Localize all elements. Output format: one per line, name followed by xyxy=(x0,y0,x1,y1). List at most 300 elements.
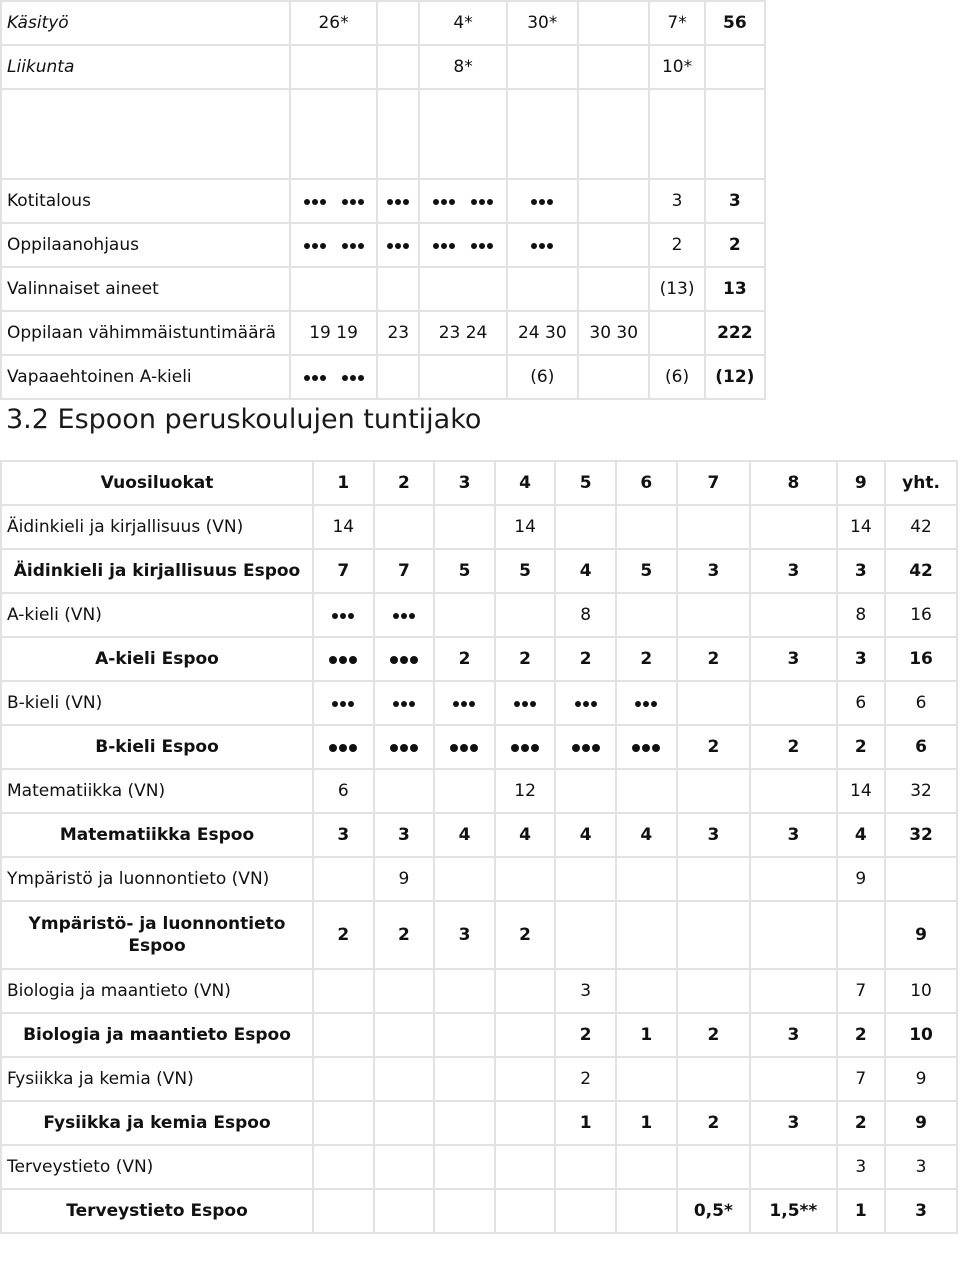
grade-cell xyxy=(374,1189,435,1233)
grade-cell: 3 xyxy=(750,1101,836,1145)
table-row xyxy=(1,725,957,769)
table-row xyxy=(1,223,765,267)
row-label: Valinnaiset aineet xyxy=(1,267,290,311)
grade-cell: 3 xyxy=(434,901,495,969)
table-cell xyxy=(377,267,419,311)
grade-cell xyxy=(434,857,495,901)
total-cell: 9 xyxy=(885,1101,957,1145)
table-cell: 26* xyxy=(290,1,377,45)
subject-label: B-kieli Espoo xyxy=(1,725,313,769)
grade-cell xyxy=(374,969,435,1013)
dot-group-icon xyxy=(510,738,540,756)
grade-cell: 4 xyxy=(495,813,556,857)
subject-label: Ympäristö ja luonnontieto (VN) xyxy=(1,857,313,901)
dot-group-icon xyxy=(513,694,537,712)
grade-cell: 5 xyxy=(616,549,677,593)
dot-group-icon xyxy=(574,694,598,712)
dot-group-icon xyxy=(432,236,456,254)
total-cell: 10 xyxy=(885,1013,957,1057)
table-row xyxy=(1,1057,957,1101)
table-cell xyxy=(578,89,649,179)
grade-cell xyxy=(495,1057,556,1101)
grade-cell: 2 xyxy=(555,1013,616,1057)
table-cell: 19 19 xyxy=(290,311,377,355)
total-cell xyxy=(885,857,957,901)
total-cell: 6 xyxy=(885,681,957,725)
grade-cell: 3 xyxy=(837,637,886,681)
grade-cell: 4 xyxy=(555,813,616,857)
grade-cell xyxy=(555,1189,616,1233)
grade-cell xyxy=(616,1145,677,1189)
table-cell: 2 xyxy=(649,223,704,267)
subject-label: B-kieli (VN) xyxy=(1,681,313,725)
grade-cell: 12 xyxy=(495,769,556,813)
table-cell xyxy=(377,89,419,179)
grade-header: 4 xyxy=(495,461,556,505)
grade-cell xyxy=(750,505,836,549)
section-title: 3.2 Espoon peruskoulujen tuntijako xyxy=(6,404,482,435)
grade-cell xyxy=(434,1101,495,1145)
table-cell xyxy=(578,267,649,311)
grade-cell xyxy=(677,769,751,813)
total-cell xyxy=(705,45,765,89)
subject-label: Terveystieto Espoo xyxy=(1,1189,313,1233)
grade-header: 8 xyxy=(750,461,836,505)
grade-cell xyxy=(434,681,495,725)
grade-cell: 2 xyxy=(677,637,751,681)
grade-cell xyxy=(750,857,836,901)
total-cell: 32 xyxy=(885,769,957,813)
table-cell: 10* xyxy=(649,45,704,89)
grade-cell xyxy=(495,969,556,1013)
grade-cell xyxy=(677,593,751,637)
grade-cell xyxy=(677,969,751,1013)
grade-cell xyxy=(495,681,556,725)
grade-header: 2 xyxy=(374,461,435,505)
table-cell xyxy=(578,355,649,399)
grade-cell xyxy=(616,769,677,813)
total-cell: 222 xyxy=(705,311,765,355)
total-cell: 32 xyxy=(885,813,957,857)
table-row xyxy=(1,355,765,399)
table-cell: (6) xyxy=(649,355,704,399)
row-label: Kotitalous xyxy=(1,179,290,223)
table-row xyxy=(1,1145,957,1189)
subject-label: A-kieli (VN) xyxy=(1,593,313,637)
grade-cell xyxy=(313,1189,374,1233)
grade-cell: 1,5** xyxy=(750,1189,836,1233)
grade-cell: 2 xyxy=(374,901,435,969)
grade-cell xyxy=(434,725,495,769)
grade-cell: 3 xyxy=(677,549,751,593)
grade-cell xyxy=(374,1145,435,1189)
grade-header: 5 xyxy=(555,461,616,505)
grade-cell xyxy=(434,593,495,637)
grade-cell: 8 xyxy=(555,593,616,637)
dot-group-icon xyxy=(303,236,327,254)
subject-label: Matematiikka (VN) xyxy=(1,769,313,813)
table-cell xyxy=(419,179,506,223)
grade-cell xyxy=(495,1013,556,1057)
total-cell: 3 xyxy=(885,1189,957,1233)
table-cell xyxy=(649,89,704,179)
dot-group-icon xyxy=(389,738,419,756)
table-row xyxy=(1,45,765,89)
grade-cell: 14 xyxy=(837,505,886,549)
grade-cell: 2 xyxy=(750,725,836,769)
total-cell: 42 xyxy=(885,505,957,549)
total-cell: 42 xyxy=(885,549,957,593)
table-cell xyxy=(377,1,419,45)
grade-cell xyxy=(616,505,677,549)
table-cell: 30 30 xyxy=(578,311,649,355)
dot-group-icon xyxy=(452,694,476,712)
grade-cell xyxy=(495,1189,556,1233)
grade-cell xyxy=(313,681,374,725)
table-row xyxy=(1,505,957,549)
table-cell xyxy=(578,1,649,45)
grade-cell: 2 xyxy=(495,901,556,969)
grade-cell xyxy=(495,1101,556,1145)
table-cell xyxy=(419,89,506,179)
dot-group-icon xyxy=(386,192,410,210)
table-cell xyxy=(290,89,377,179)
grade-cell: 5 xyxy=(434,549,495,593)
grade-cell: 2 xyxy=(677,1101,751,1145)
grade-cell: 4 xyxy=(555,549,616,593)
grade-cell xyxy=(555,725,616,769)
grade-cell: 9 xyxy=(837,857,886,901)
table-cell xyxy=(419,267,506,311)
total-cell xyxy=(705,89,765,179)
subject-label: Biologia ja maantieto (VN) xyxy=(1,969,313,1013)
table-cell xyxy=(290,179,377,223)
grade-cell xyxy=(750,901,836,969)
row-label: Vapaaehtoinen A-kieli xyxy=(1,355,290,399)
grade-cell xyxy=(374,769,435,813)
table-row xyxy=(1,969,957,1013)
grade-cell: 2 xyxy=(837,1013,886,1057)
row-label xyxy=(1,89,290,179)
grade-cell: 2 xyxy=(837,1101,886,1145)
grade-cell xyxy=(434,1145,495,1189)
dot-group-icon xyxy=(303,368,327,386)
table-row xyxy=(1,179,765,223)
subject-label: Fysiikka ja kemia Espoo xyxy=(1,1101,313,1145)
dot-group-icon xyxy=(530,236,554,254)
table-cell xyxy=(419,355,506,399)
table-cell xyxy=(578,45,649,89)
total-cell: 9 xyxy=(885,1057,957,1101)
grade-cell: 3 xyxy=(837,549,886,593)
grade-cell xyxy=(434,1013,495,1057)
dot-group-icon xyxy=(530,192,554,210)
table-row xyxy=(1,637,957,681)
grade-cell: 3 xyxy=(555,969,616,1013)
grade-cell: 6 xyxy=(313,769,374,813)
dot-group-icon xyxy=(341,368,365,386)
table-cell xyxy=(290,223,377,267)
dot-group-icon xyxy=(470,192,494,210)
table-cell xyxy=(377,355,419,399)
table-cell: 23 xyxy=(377,311,419,355)
grade-cell xyxy=(677,681,751,725)
row-label: Oppilaanohjaus xyxy=(1,223,290,267)
grade-cell: 2 xyxy=(616,637,677,681)
grade-cell: 2 xyxy=(555,637,616,681)
total-cell: 2 xyxy=(705,223,765,267)
grade-cell: 2 xyxy=(677,1013,751,1057)
grade-cell xyxy=(555,1145,616,1189)
header-label: Vuosiluokat xyxy=(1,461,313,505)
table-cell xyxy=(507,45,578,89)
total-cell: 16 xyxy=(885,637,957,681)
grade-cell: 7 xyxy=(374,549,435,593)
grade-cell xyxy=(374,1101,435,1145)
grade-cell xyxy=(750,969,836,1013)
grade-cell xyxy=(313,1145,374,1189)
grade-cell: 3 xyxy=(750,1013,836,1057)
header-row xyxy=(1,461,957,505)
dot-group-icon xyxy=(571,738,601,756)
total-cell: 13 xyxy=(705,267,765,311)
grade-cell xyxy=(750,1057,836,1101)
grade-cell: 1 xyxy=(555,1101,616,1145)
dot-group-icon xyxy=(389,650,419,668)
grade-cell: 2 xyxy=(555,1057,616,1101)
table-cell: (6) xyxy=(507,355,578,399)
grade-cell: 4 xyxy=(616,813,677,857)
table-cell: 23 24 xyxy=(419,311,506,355)
grade-cell xyxy=(616,681,677,725)
dot-group-icon xyxy=(328,650,358,668)
table-row xyxy=(1,1101,957,1145)
grade-cell: 6 xyxy=(837,681,886,725)
subject-label: Fysiikka ja kemia (VN) xyxy=(1,1057,313,1101)
table-cell: (13) xyxy=(649,267,704,311)
row-label: Liikunta xyxy=(1,45,290,89)
dot-group-icon xyxy=(631,738,661,756)
table-cell xyxy=(377,223,419,267)
grade-cell: 14 xyxy=(495,505,556,549)
grade-cell xyxy=(677,1057,751,1101)
grade-cell: 14 xyxy=(313,505,374,549)
grade-cell xyxy=(313,1013,374,1057)
grade-cell: 8 xyxy=(837,593,886,637)
total-cell: (12) xyxy=(705,355,765,399)
table-row xyxy=(1,857,957,901)
subject-label: Ympäristö- ja luonnontieto Espoo xyxy=(1,901,313,969)
row-label: Käsityö xyxy=(1,1,290,45)
grade-cell: 2 xyxy=(677,725,751,769)
grade-cell xyxy=(677,857,751,901)
grade-cell: 3 xyxy=(313,813,374,857)
dot-group-icon xyxy=(386,236,410,254)
top-table xyxy=(0,0,766,400)
grade-cell: 4 xyxy=(837,813,886,857)
grade-header: 1 xyxy=(313,461,374,505)
table-cell xyxy=(507,179,578,223)
grade-cell xyxy=(313,1057,374,1101)
grade-cell xyxy=(495,725,556,769)
table-cell xyxy=(507,267,578,311)
grade-header: 3 xyxy=(434,461,495,505)
table-row xyxy=(1,1013,957,1057)
grade-cell xyxy=(374,1013,435,1057)
grade-cell xyxy=(374,681,435,725)
total-cell: 56 xyxy=(705,1,765,45)
table-row xyxy=(1,813,957,857)
table-cell xyxy=(507,223,578,267)
table-row xyxy=(1,901,957,969)
grade-cell xyxy=(555,857,616,901)
grade-cell: 3 xyxy=(374,813,435,857)
total-cell: 16 xyxy=(885,593,957,637)
table-cell: 8* xyxy=(419,45,506,89)
grade-cell xyxy=(616,901,677,969)
grade-cell xyxy=(616,857,677,901)
grade-cell xyxy=(616,1189,677,1233)
grade-cell xyxy=(434,1057,495,1101)
table-row xyxy=(1,593,957,637)
total-cell: 6 xyxy=(885,725,957,769)
table-cell: 4* xyxy=(419,1,506,45)
dot-group-icon xyxy=(341,236,365,254)
grade-cell xyxy=(434,969,495,1013)
total-cell: 10 xyxy=(885,969,957,1013)
table-row xyxy=(1,769,957,813)
grade-cell: 3 xyxy=(677,813,751,857)
table-row xyxy=(1,681,957,725)
total-cell: 3 xyxy=(705,179,765,223)
table-cell xyxy=(507,89,578,179)
grade-cell: 3 xyxy=(750,549,836,593)
grade-cell xyxy=(313,725,374,769)
dot-group-icon xyxy=(303,192,327,210)
table-row xyxy=(1,311,765,355)
dot-group-icon xyxy=(331,606,355,624)
dot-group-icon xyxy=(331,694,355,712)
subject-label: Biologia ja maantieto Espoo xyxy=(1,1013,313,1057)
grade-cell xyxy=(555,769,616,813)
grade-cell: 2 xyxy=(495,637,556,681)
table-cell xyxy=(578,223,649,267)
grade-cell xyxy=(374,637,435,681)
table-cell xyxy=(578,179,649,223)
total-cell: 9 xyxy=(885,901,957,969)
dot-group-icon xyxy=(449,738,479,756)
grade-cell xyxy=(616,969,677,1013)
grade-cell: 14 xyxy=(837,769,886,813)
subject-label: A-kieli Espoo xyxy=(1,637,313,681)
grade-cell xyxy=(374,505,435,549)
grade-cell xyxy=(374,1057,435,1101)
grade-cell xyxy=(677,901,751,969)
grade-cell xyxy=(750,1145,836,1189)
grade-cell xyxy=(555,505,616,549)
grade-cell xyxy=(677,1145,751,1189)
grade-cell xyxy=(434,505,495,549)
dot-group-icon xyxy=(634,694,658,712)
table-cell: 24 30 xyxy=(507,311,578,355)
grade-cell xyxy=(313,969,374,1013)
grade-cell xyxy=(313,593,374,637)
subject-label: Terveystieto (VN) xyxy=(1,1145,313,1189)
table-row xyxy=(1,1189,957,1233)
table-cell: 30* xyxy=(507,1,578,45)
subject-label: Äidinkieli ja kirjallisuus (VN) xyxy=(1,505,313,549)
grade-cell xyxy=(313,1101,374,1145)
table-cell xyxy=(649,311,704,355)
table-cell xyxy=(290,355,377,399)
table-cell: 3 xyxy=(649,179,704,223)
grade-cell xyxy=(555,681,616,725)
grade-cell: 4 xyxy=(434,813,495,857)
grade-cell xyxy=(495,593,556,637)
grade-cell: 1 xyxy=(837,1189,886,1233)
grade-header: 6 xyxy=(616,461,677,505)
grade-cell xyxy=(374,725,435,769)
grade-cell: 2 xyxy=(837,725,886,769)
table-cell xyxy=(419,223,506,267)
grade-cell: 0,5* xyxy=(677,1189,751,1233)
grade-cell xyxy=(434,1189,495,1233)
dot-group-icon xyxy=(432,192,456,210)
dot-group-icon xyxy=(392,694,416,712)
grade-cell: 2 xyxy=(434,637,495,681)
grade-header: 9 xyxy=(837,461,886,505)
grade-cell xyxy=(434,769,495,813)
table-cell xyxy=(290,267,377,311)
dot-group-icon xyxy=(470,236,494,254)
row-label: Oppilaan vähimmäistuntimäärä xyxy=(1,311,290,355)
grade-cell xyxy=(374,593,435,637)
table-row xyxy=(1,1,765,45)
table-cell xyxy=(377,45,419,89)
grade-cell xyxy=(313,857,374,901)
grade-cell: 3 xyxy=(750,813,836,857)
grade-cell xyxy=(495,1145,556,1189)
grade-cell xyxy=(750,593,836,637)
table-row xyxy=(1,267,765,311)
dot-group-icon xyxy=(341,192,365,210)
table-cell xyxy=(377,179,419,223)
grade-cell: 7 xyxy=(837,1057,886,1101)
main-table xyxy=(0,460,958,1234)
grade-cell: 7 xyxy=(837,969,886,1013)
subject-label: Matematiikka Espoo xyxy=(1,813,313,857)
grade-cell xyxy=(616,1057,677,1101)
grade-cell: 1 xyxy=(616,1101,677,1145)
grade-cell: 7 xyxy=(313,549,374,593)
dot-group-icon xyxy=(392,606,416,624)
dot-group-icon xyxy=(328,738,358,756)
grade-cell: 3 xyxy=(750,637,836,681)
grade-cell xyxy=(750,681,836,725)
grade-cell: 9 xyxy=(374,857,435,901)
grade-cell: 2 xyxy=(313,901,374,969)
grade-header: 7 xyxy=(677,461,751,505)
total-header: yht. xyxy=(885,461,957,505)
table-row xyxy=(1,549,957,593)
grade-cell xyxy=(313,637,374,681)
grade-cell: 1 xyxy=(616,1013,677,1057)
table-row xyxy=(1,89,765,179)
grade-cell xyxy=(616,725,677,769)
grade-cell xyxy=(750,769,836,813)
grade-cell xyxy=(495,857,556,901)
grade-cell: 5 xyxy=(495,549,556,593)
